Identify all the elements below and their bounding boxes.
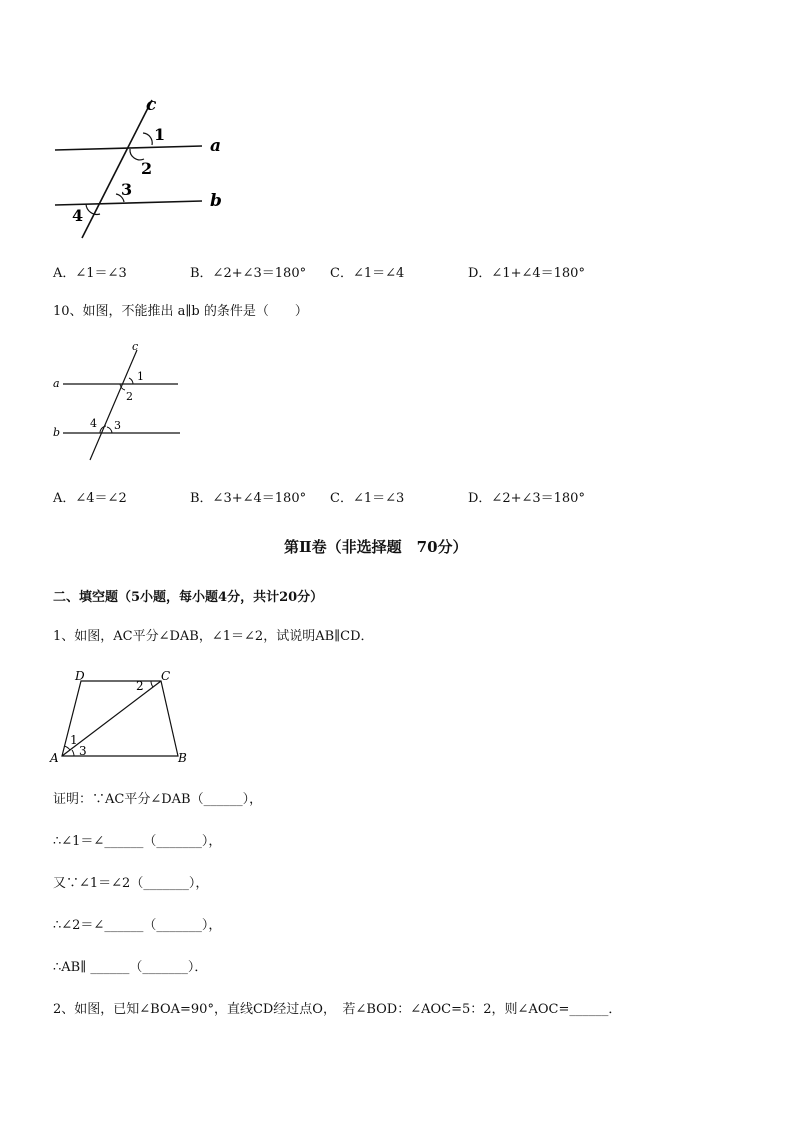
q9-label-3: 3	[121, 180, 133, 199]
fill1-label-d: D	[75, 669, 85, 683]
q9-option-b[interactable]: B．∠2+∠3＝180°	[190, 266, 307, 281]
q10-option-c[interactable]: C．∠1＝∠3	[330, 491, 405, 506]
q10-label-2: 2	[126, 390, 133, 403]
q9-label-c: c	[146, 95, 157, 115]
q10-angle-arc-3	[107, 427, 112, 433]
proof-line-5: ∴AB∥ ______（_______）．	[53, 960, 208, 975]
fill2-stem: 2、如图，已知∠BOA=90°，直线CD经过点O， 若∠BOD：∠AOC=5：2，则∠AOC=______．	[53, 1002, 622, 1017]
q9-label-a: a	[210, 136, 222, 156]
q9-label-b: b	[210, 191, 222, 211]
section-heading-fill-in: 二、填空题（5小题，每小题4分，共计20分）	[53, 590, 324, 605]
q9-line-b	[55, 201, 202, 205]
q10-line-c	[90, 350, 137, 460]
q9-label-1: 1	[154, 125, 166, 144]
fill1-figure	[48, 668, 198, 768]
fill1-angle-arc-3	[72, 750, 74, 756]
q9-option-c[interactable]: C．∠1＝∠4	[330, 266, 405, 281]
q10-option-b[interactable]: B．∠3+∠4＝180°	[190, 491, 307, 506]
fill1-label-2: 2	[136, 679, 144, 693]
q10-option-a[interactable]: A．∠4＝∠2	[53, 491, 127, 506]
fill1-label-1: 1	[70, 733, 78, 747]
part2-title: 第Ⅱ卷（非选择题 70分）	[284, 538, 468, 556]
q10-option-d[interactable]: D．∠2+∠3＝180°	[468, 491, 585, 506]
q10-label-4: 4	[90, 417, 97, 430]
fill1-angle-arc-2	[151, 681, 153, 687]
q9-label-4: 4	[72, 206, 84, 225]
fill1-label-3: 3	[79, 744, 87, 758]
q9-figure	[40, 90, 240, 250]
q9-label-2: 2	[141, 159, 153, 178]
q10-label-b: b	[53, 426, 61, 439]
proof-line-4: ∴∠2＝∠______（_______），	[53, 918, 222, 933]
q10-stem: 10、如图，不能推出 a∥b 的条件是（ ）	[53, 304, 308, 319]
q10-label-c: c	[132, 340, 139, 353]
q10-label-1: 1	[137, 370, 144, 383]
fill1-label-c: C	[161, 669, 171, 683]
q9-option-a[interactable]: A．∠1＝∠3	[53, 266, 127, 281]
proof-line-3: 又∵∠1＝∠2（_______），	[53, 876, 209, 891]
fill1-label-b: B	[178, 751, 187, 765]
proof-line-2: ∴∠1＝∠______（_______），	[53, 834, 222, 849]
q10-angle-arc-1	[129, 378, 133, 384]
proof-line-1: 证明：∵AC平分∠DAB（______），	[53, 792, 263, 807]
q9-angle-arc-1	[143, 133, 152, 145]
fill1-stem: 1、如图，AC平分∠DAB，∠1＝∠2，试说明AB∥CD．	[53, 629, 374, 644]
q10-figure	[48, 338, 188, 468]
q10-label-a: a	[53, 377, 60, 390]
fill1-label-a: A	[50, 751, 59, 765]
q10-label-3: 3	[114, 419, 121, 432]
q9-option-d[interactable]: D．∠1+∠4＝180°	[468, 266, 585, 281]
